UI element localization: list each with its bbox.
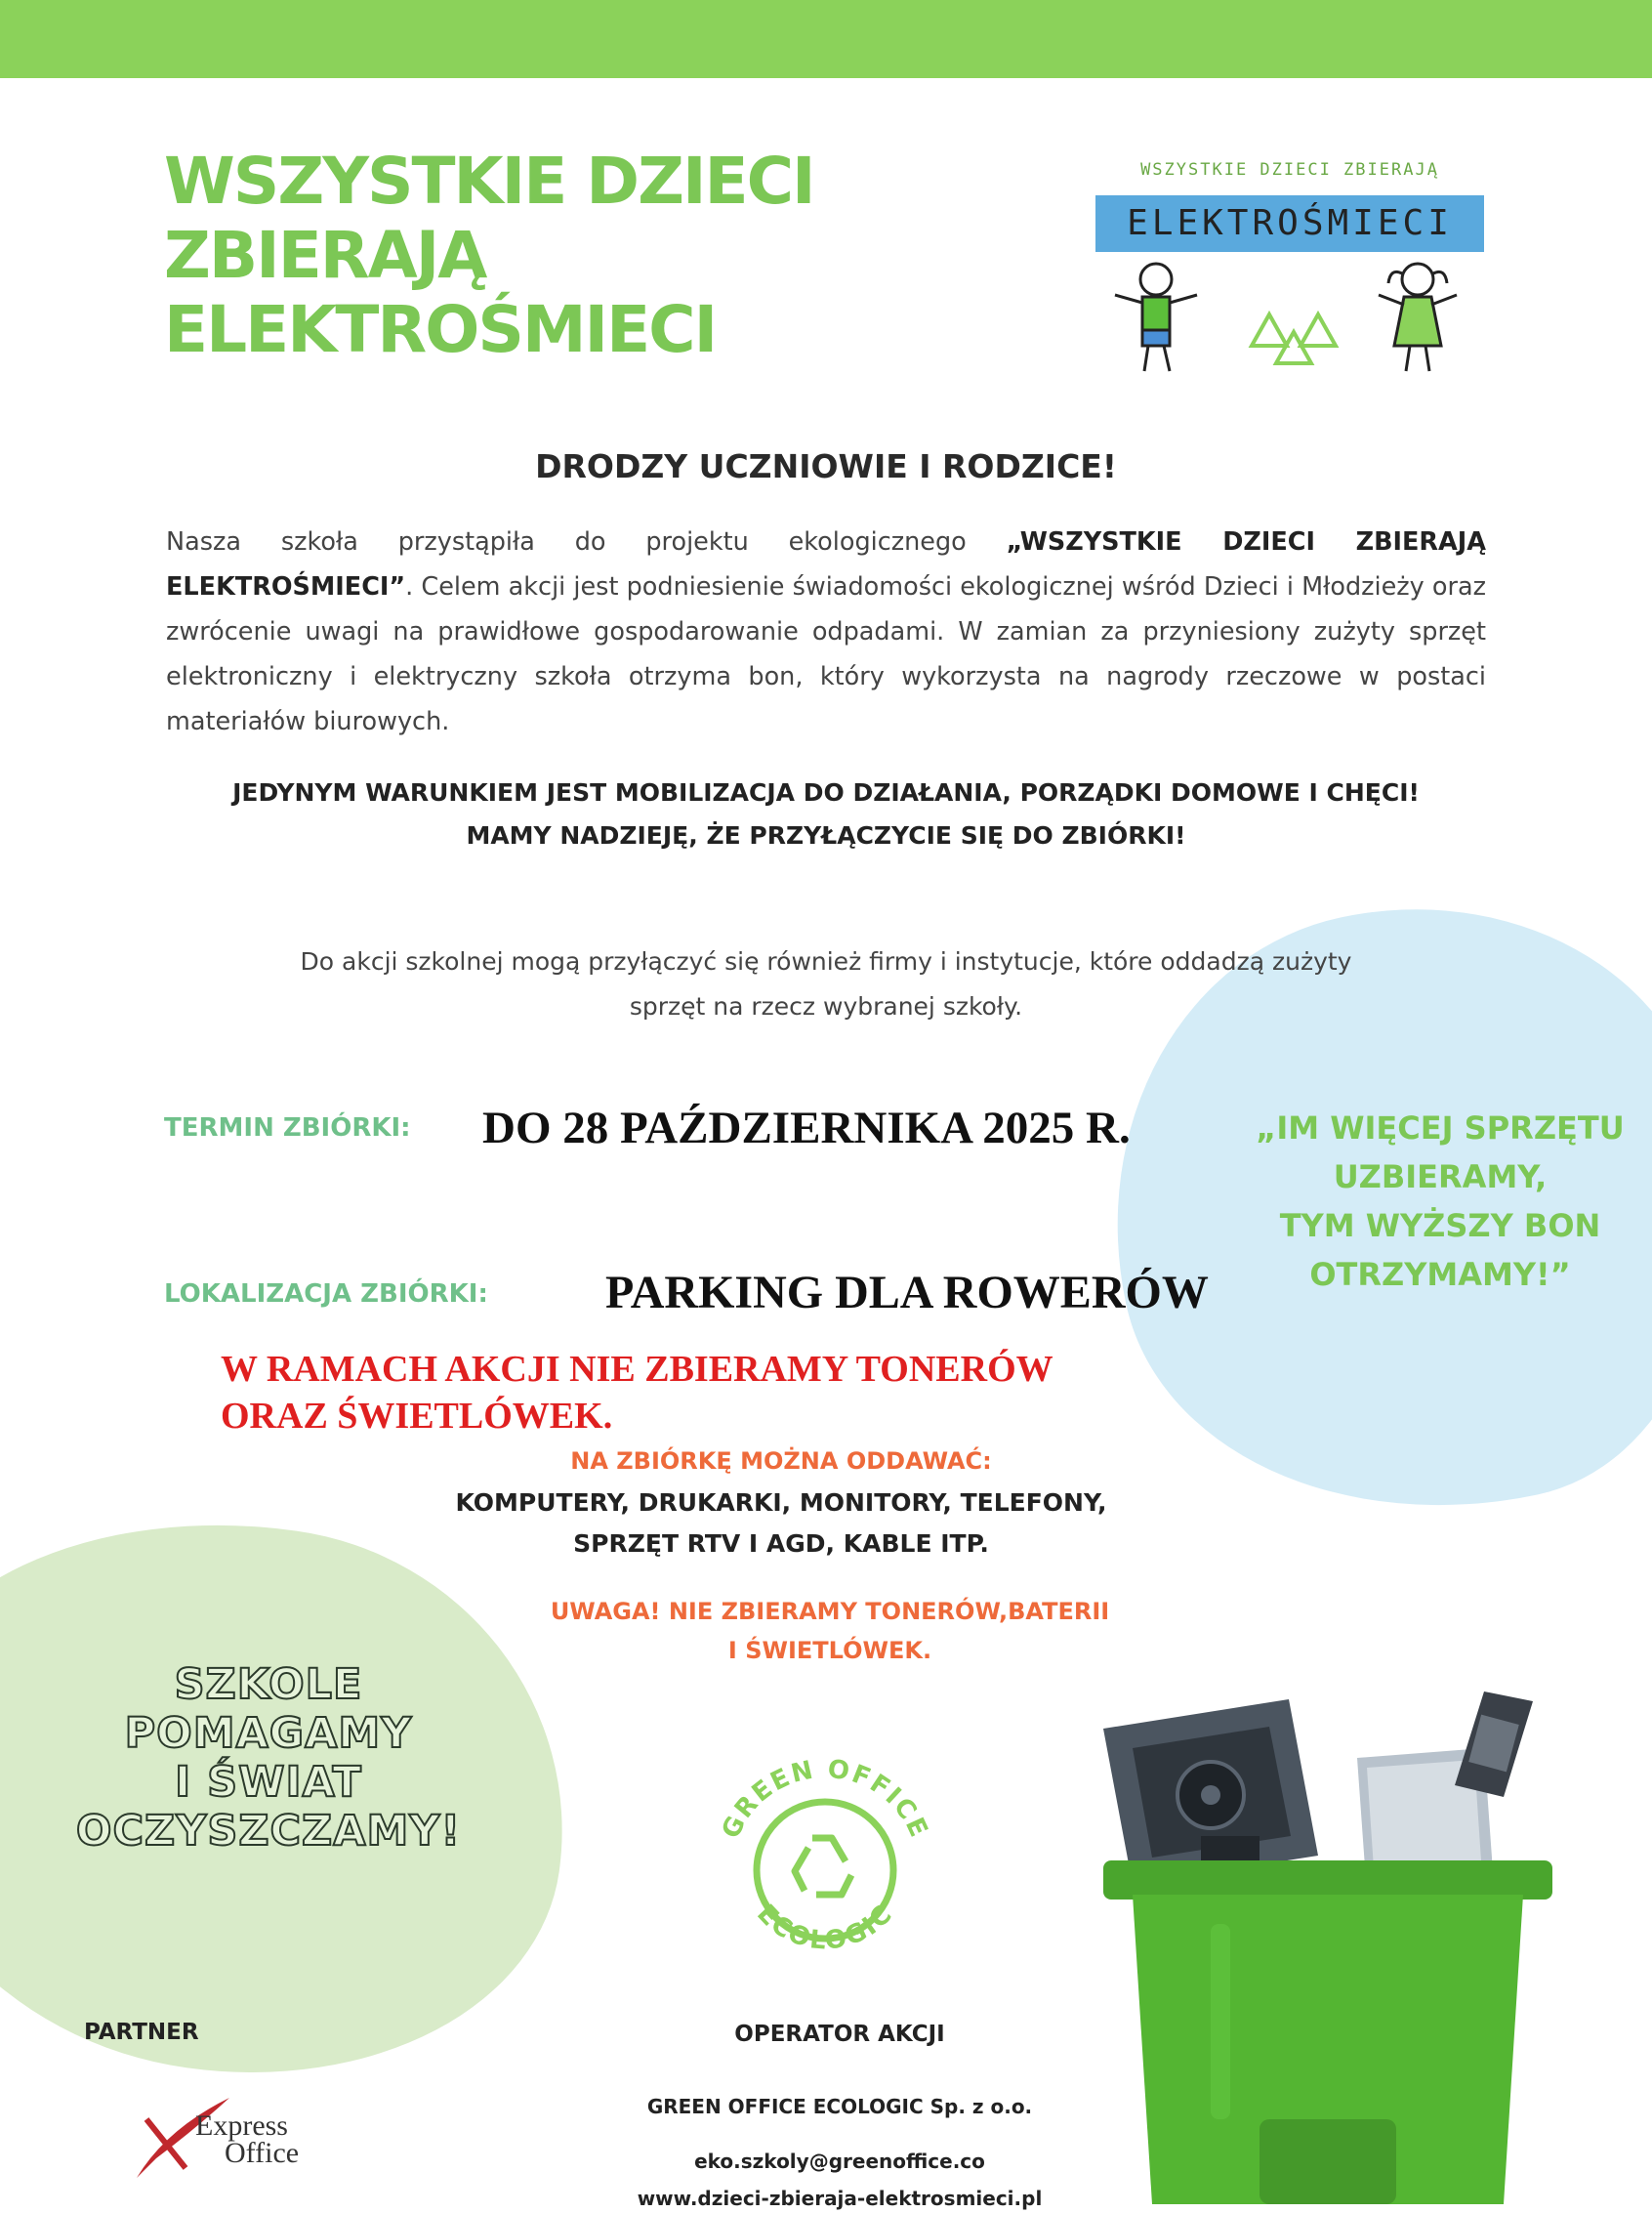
operator-block [586, 2020, 1094, 2213]
title-line: ELEKTROŚMIECI [164, 292, 717, 367]
bin-with-electronics-illustration [1074, 1690, 1582, 2204]
operator-email[interactable]: eko.szkoly@greenoffice.co [694, 2150, 985, 2173]
girl-drawing [1379, 264, 1457, 371]
accepted-items [293, 1443, 1269, 1565]
green-bin [1103, 1860, 1552, 2204]
recycle-icon [795, 1838, 851, 1895]
quote-line: „IM WIĘCEJ SPRZĘTU [1256, 1109, 1625, 1147]
warning-line: UWAGA! NIE ZBIERAMY TONERÓW,BATERII [550, 1598, 1110, 1625]
express-office-logo [127, 2090, 351, 2188]
quote-line: OTRZYMAMY!” [1309, 1256, 1571, 1293]
condition-line: MAMY NADZIEJĘ, ŻE PRZYŁĄCZYCIE SIĘ DO ZBIÓRKI! [466, 821, 1186, 850]
phone-illustration [1455, 1691, 1533, 1797]
partner-logo-line1: Express [195, 2109, 288, 2142]
greeting-heading: DRODZY UCZNIOWIE I RODZICE! [535, 447, 1117, 485]
operator-company: GREEN OFFICE ECOLOGIC Sp. z o.o. [646, 2095, 1033, 2118]
condition-notice [0, 772, 1652, 857]
intro-paragraph [166, 520, 1486, 744]
partner-label: PARTNER [84, 2020, 199, 2045]
term-value: DO 28 PAŹDZIERNIKA 2025 R. [482, 1103, 1131, 1153]
top-color-bar [0, 0, 1652, 78]
red-notice-line: ORAZ ŚWIETLÓWEK. [221, 1396, 613, 1437]
firms-line: sprzęt na rzecz wybranej szkoły. [629, 992, 1023, 1021]
quote-line: UZBIERAMY, [1333, 1158, 1548, 1195]
slogan [59, 1660, 478, 1856]
logo-bottom-text: ECOLOGIC [751, 1899, 899, 1956]
slogan-line: I ŚWIAT [175, 1758, 362, 1807]
accepted-line: SPRZĘT RTV I AGD, KABLE ITP. [573, 1529, 989, 1558]
location-value: PARKING DLA ROWERÓW [605, 1267, 1209, 1318]
operator-website[interactable]: www.dzieci-zbieraja-elektrosmieci.pl [637, 2187, 1043, 2210]
operator-label: OPERATOR AKCJI [734, 2022, 945, 2047]
slogan-line: OCZYSZCZAMY! [75, 1807, 462, 1856]
slogan-line: POMAGAMY [124, 1709, 413, 1758]
intro-text-after: . Celem akcji jest podniesienie świadomości ekologicznej wśród Dzieci i Młodzieży oraz zwrócenie uwagi na prawidłowe gospodarowanie odpadami. W zamian za przyniesiony zużyty sprzęt elektroniczny i elektryczny szkoła otrzyma bon, który wykorzysta na nagrody rzeczowe w postaci materiałów biurowych. [166, 572, 1486, 736]
partner-logo-line2: Office [225, 2137, 300, 2169]
accepted-heading: NA ZBIÓRKĘ MOŻNA ODDAWAĆ: [570, 1447, 992, 1475]
term-label: TERMIN ZBIÓRKI: [164, 1113, 411, 1143]
firms-line: Do akcji szkolnej mogą przyłączyć się również firmy i instytucje, które oddadzą zużyty [300, 947, 1352, 976]
recycle-icon [1252, 314, 1336, 363]
warning-line: I ŚWIETLÓWEK. [727, 1637, 932, 1664]
quote-text [1225, 1104, 1652, 1299]
accepted-line: KOMPUTERY, DRUKARKI, MONITORY, TELEFONY, [455, 1488, 1107, 1517]
project-name: „WSZYSTKIE DZIECI ZBIERAJĄ ELEKTROŚMIECI” [166, 527, 1487, 602]
logo-top-text: GREEN OFFICE [716, 1754, 934, 1844]
intro-text-before: Nasza szkoła przystąpiła do projektu ekologicznego [166, 527, 1007, 557]
red-notice-line: W RAMACH AKCJI NIE ZBIERAMY TONERÓW [221, 1349, 1053, 1390]
location-label: LOKALIZACJA ZBIÓRKI: [164, 1279, 488, 1309]
green-office-logo [703, 1748, 947, 1992]
boy-drawing [1115, 264, 1197, 371]
logo-top-text: WSZYSTKIE DZIECI ZBIERAJĄ [1140, 160, 1439, 180]
quote-line: TYM WYŻSZY BON [1279, 1207, 1601, 1244]
red-notice [221, 1346, 1197, 1440]
warning-notice [488, 1592, 1172, 1670]
logo-main-text: ELEKTROŚMIECI [1095, 195, 1484, 252]
page-title [164, 145, 906, 367]
title-line: ZBIERAJĄ [164, 218, 486, 293]
condition-line: JEDYNYM WARUNKIEM JEST MOBILIZACJA DO DZIAŁANIA, PORZĄDKI DOMOWE I CHĘCI! [232, 778, 1420, 807]
firms-paragraph [166, 939, 1486, 1029]
title-line: WSZYSTKIE DZIECI [164, 144, 814, 219]
logo-illustration [1095, 256, 1484, 377]
campaign-logo [1095, 158, 1484, 379]
slogan-line: SZKOLE [174, 1660, 363, 1709]
